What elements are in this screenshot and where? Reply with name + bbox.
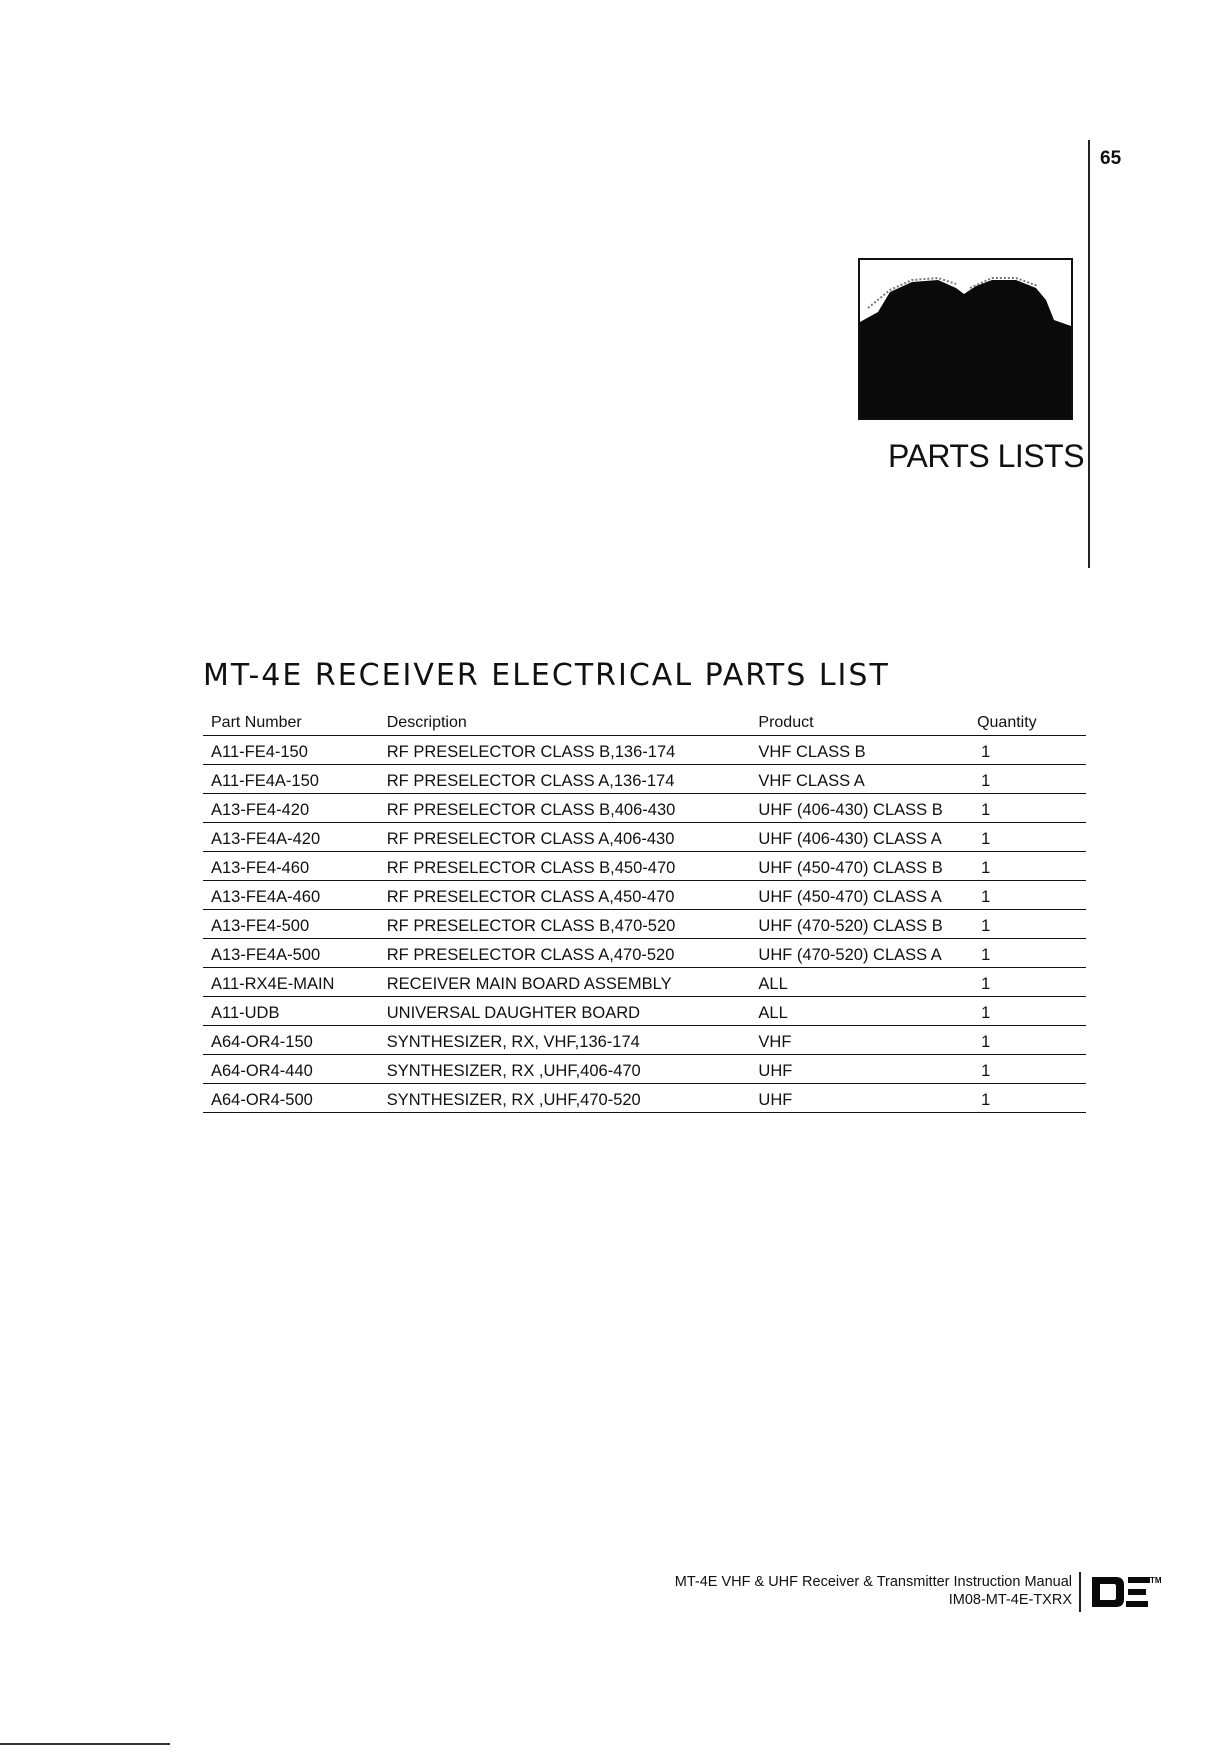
table-row [203,823,1086,852]
table-row [203,1055,1086,1084]
quantity-cell: 1 [969,968,1086,997]
part-number-cell: A13-FE4-500 [203,910,379,939]
quantity-cell: 1 [969,910,1086,939]
description-cell: RECEIVER MAIN BOARD ASSEMBLY [379,968,751,997]
part-number-cell: A11-FE4A-150 [203,765,379,794]
company-logo [1090,1573,1162,1614]
product-cell: UHF (406-430) CLASS B [750,794,969,823]
part-number-cell: A11-FE4-150 [203,736,379,765]
product-cell: UHF [750,1084,969,1113]
product-cell: UHF (450-470) CLASS A [750,881,969,910]
margin-rule [1088,140,1090,568]
part-number-cell: A11-RX4E-MAIN [203,968,379,997]
column-header-description: Description [379,712,751,736]
description-cell: RF PRESELECTOR CLASS A,470-520 [379,939,751,968]
section-title: PARTS LISTS [888,438,1085,474]
table-row [203,1026,1086,1055]
description-cell: SYNTHESIZER, RX ,UHF,406-470 [379,1055,751,1084]
product-cell: UHF (470-520) CLASS A [750,939,969,968]
footer [600,1573,1072,1609]
part-number-cell: A64-OR4-440 [203,1055,379,1084]
description-cell: RF PRESELECTOR CLASS B,136-174 [379,736,751,765]
table-header-row [203,712,1086,736]
column-header-part-number: Part Number [203,712,379,736]
description-cell: SYNTHESIZER, RX ,UHF,470-520 [379,1084,751,1113]
description-cell: SYNTHESIZER, RX, VHF,136-174 [379,1026,751,1055]
quantity-cell: 1 [969,939,1086,968]
product-cell: UHF (450-470) CLASS B [750,852,969,881]
product-cell: UHF (470-520) CLASS B [750,910,969,939]
product-cell: UHF [750,1055,969,1084]
table-row [203,910,1086,939]
table-row [203,881,1086,910]
quantity-cell: 1 [969,1026,1086,1055]
document-title: MT-4E RECEIVER ELECTRICAL PARTS LIST [203,658,890,693]
quantity-cell: 1 [969,765,1086,794]
part-number-cell: A64-OR4-500 [203,1084,379,1113]
quantity-cell: 1 [969,997,1086,1026]
part-number-cell: A11-UDB [203,997,379,1026]
description-cell: RF PRESELECTOR CLASS B,450-470 [379,852,751,881]
part-number-cell: A13-FE4-460 [203,852,379,881]
quantity-cell: 1 [969,852,1086,881]
description-cell: RF PRESELECTOR CLASS B,406-430 [379,794,751,823]
part-number-cell: A13-FE4A-460 [203,881,379,910]
product-cell: ALL [750,997,969,1026]
product-cell: VHF CLASS B [750,736,969,765]
description-cell: RF PRESELECTOR CLASS A,450-470 [379,881,751,910]
quantity-cell: 1 [969,823,1086,852]
section-image [858,258,1073,420]
quantity-cell: 1 [969,881,1086,910]
table-row [203,968,1086,997]
footer-rule [1079,1572,1081,1612]
product-cell: UHF (406-430) CLASS A [750,823,969,852]
table-row [203,852,1086,881]
description-cell: UNIVERSAL DAUGHTER BOARD [379,997,751,1026]
parts-table [203,712,1086,1113]
svg-text:TM: TM [1150,1576,1162,1585]
part-number-cell: A64-OR4-150 [203,1026,379,1055]
part-number-cell: A13-FE4A-420 [203,823,379,852]
column-header-quantity: Quantity [969,712,1086,736]
description-cell: RF PRESELECTOR CLASS A,406-430 [379,823,751,852]
product-cell: VHF [750,1026,969,1055]
table-row [203,1084,1086,1113]
table-row [203,794,1086,823]
quantity-cell: 1 [969,1084,1086,1113]
quantity-cell: 1 [969,1055,1086,1084]
column-header-product: Product [750,712,969,736]
manual-title: MT-4E VHF & UHF Receiver & Transmitter Instruction Manual [674,1574,1072,1590]
table-row [203,736,1086,765]
part-number-cell: A13-FE4-420 [203,794,379,823]
page-number: 65 [1100,148,1122,169]
table-row [203,997,1086,1026]
table-row [203,765,1086,794]
product-cell: VHF CLASS A [750,765,969,794]
scan-artifact-line [0,1743,170,1745]
table-row [203,939,1086,968]
quantity-cell: 1 [969,794,1086,823]
quantity-cell: 1 [969,736,1086,765]
description-cell: RF PRESELECTOR CLASS B,470-520 [379,910,751,939]
description-cell: RF PRESELECTOR CLASS A,136-174 [379,765,751,794]
part-number-cell: A13-FE4A-500 [203,939,379,968]
manual-code: IM08-MT-4E-TXRX [948,1592,1072,1608]
product-cell: ALL [750,968,969,997]
